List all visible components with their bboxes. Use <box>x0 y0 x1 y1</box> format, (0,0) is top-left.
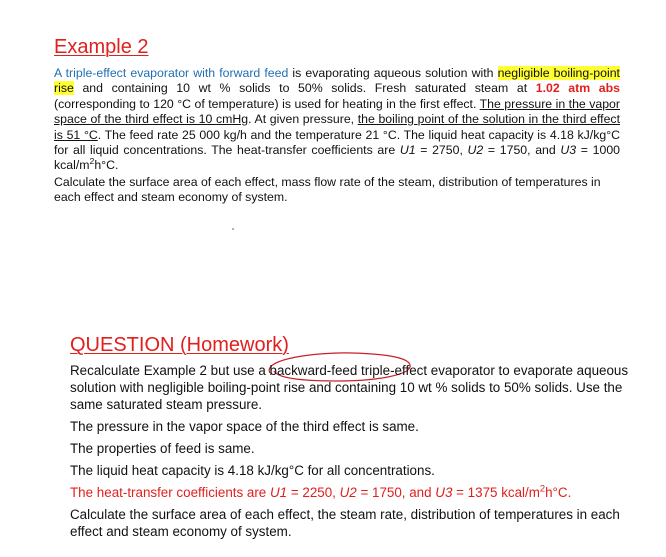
homework-line-3: The properties of feed is same. <box>70 441 255 456</box>
text-run: The heat-transfer coefficients are <box>70 485 270 500</box>
text-run: . At given pressure, <box>248 112 358 127</box>
homework-line-5 <box>70 484 630 501</box>
text-run: = 1375 kcal/m <box>452 485 540 500</box>
u1-symbol: U1 <box>269 485 288 500</box>
text-run: . The feed rate 25 000 kg/h and the temperature 21 °C. The liquid heat capacity is 4.18 kJ/kg°C for all liquid concentrations. The heat-transfer coefficients are <box>54 127 620 158</box>
u1-symbol: U1 <box>399 143 416 158</box>
text-run: = 1000 kcal/m <box>54 143 621 173</box>
text-run: = 1750, and <box>483 143 561 158</box>
text-run: and containing 10 wt % solids to 50% solids. Fresh saturated steam at <box>73 81 536 96</box>
text-run: = 2750, <box>415 143 468 158</box>
underlined-boiling-point-phrase: the boiling point of the solution in the third effect is 51 °C <box>54 112 620 142</box>
text-run: = 2250, <box>287 485 340 500</box>
homework-line-1 <box>70 362 630 413</box>
text-run: is evaporating aqueous solution with <box>288 66 498 80</box>
example-task: Calculate the surface area of each effect, mass flow rate of the steam, distribution of temperatures in each effect and steam economy of system. <box>54 175 601 205</box>
superscript: 2 <box>539 483 546 494</box>
highlighted-phrase: negligible boiling-point rise <box>54 66 620 96</box>
text-run: Recalculate Example 2 but use a <box>70 363 270 378</box>
text-run: effect evaporator to evaporate aqueous solution with negligible boiling-point rise and containing 10 wt % solids to 50% solids. Use the same saturated steam pressure. <box>70 363 629 412</box>
text-run: h°C. <box>94 158 119 173</box>
example-title: Example 2 <box>54 36 149 58</box>
u2-symbol: U2 <box>467 143 484 158</box>
text-run: = 1750, and <box>356 485 436 500</box>
backward-feed-phrase: backward-feed triple- <box>269 363 395 378</box>
forward-feed-phrase: A triple-effect evaporator with forward feed <box>54 66 289 80</box>
steam-pressure-value: 1.02 atm abs <box>535 81 620 96</box>
superscript: 2 <box>89 156 95 167</box>
text-run: (corresponding to 120 °C of temperature) is used for heating in the first effect. <box>54 96 480 111</box>
homework-line-4: The liquid heat capacity is 4.18 kJ/kg°C for all concentrations. <box>70 463 435 478</box>
underlined-pressure-phrase: The pressure in the vapor space of the third effect is 10 cmHg <box>54 96 620 127</box>
text-run: h°C. <box>545 485 572 500</box>
homework-title: QUESTION (Homework) <box>70 334 289 356</box>
stray-dot <box>232 228 234 230</box>
u3-symbol: U3 <box>435 485 453 500</box>
homework-line-6: Calculate the surface area of each effect, the steam rate, distribution of temperatures in each effect and steam economy of system. <box>70 507 620 539</box>
u2-symbol: U2 <box>339 485 357 500</box>
homework-line-2: The pressure in the vapor space of the third effect is same. <box>70 419 419 434</box>
example-problem-statement <box>54 66 620 174</box>
u3-symbol: U3 <box>560 143 577 158</box>
homework-body <box>70 362 630 545</box>
